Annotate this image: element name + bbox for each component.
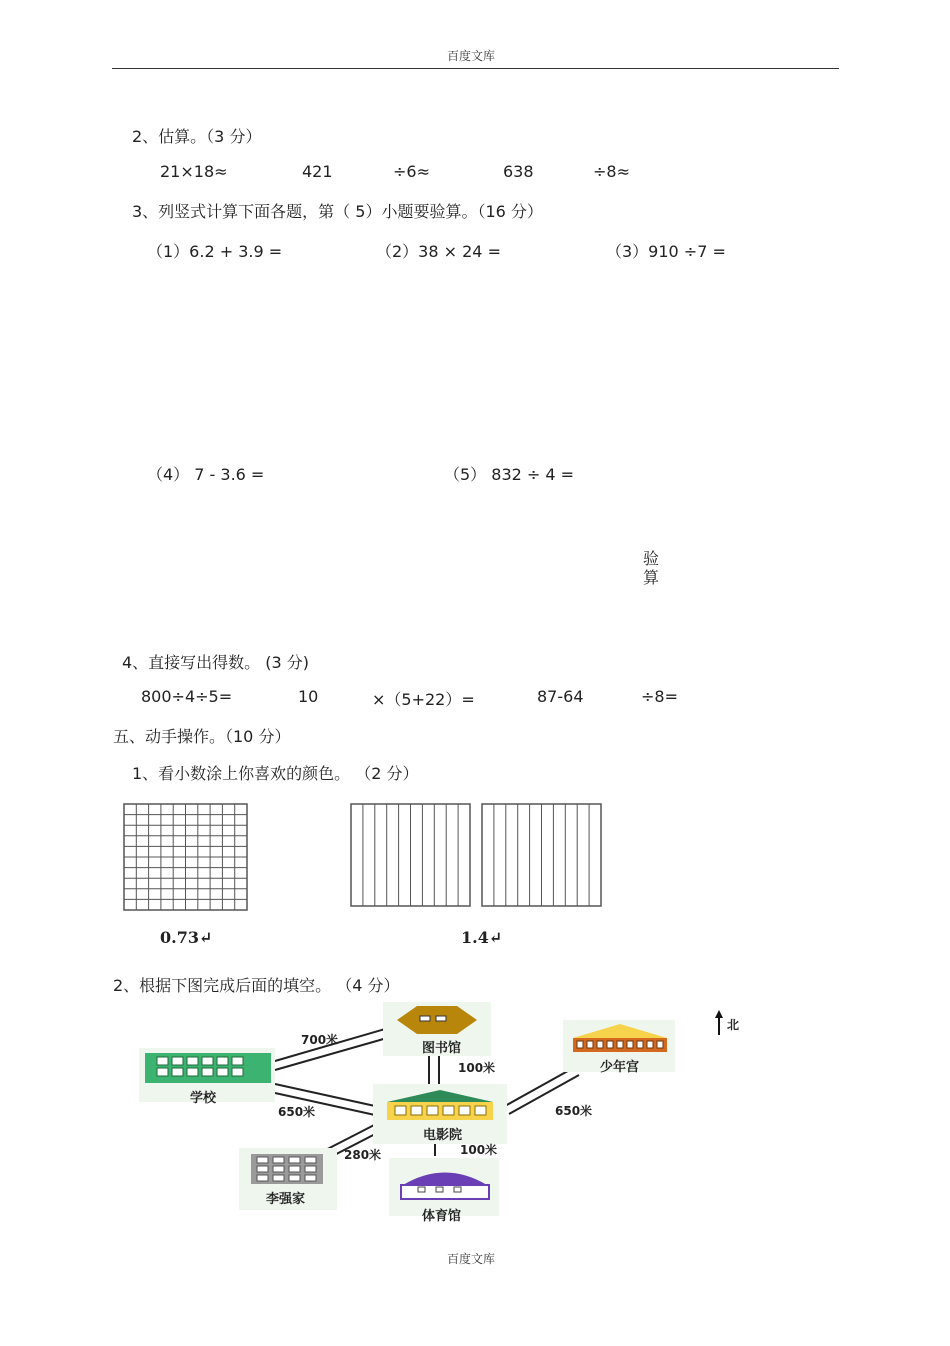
home-label: 李强家	[266, 1192, 306, 1207]
cinema-label: 电影院	[423, 1128, 463, 1143]
s5-q2-title: 2、根据下图完成后面的填空。 （4 分）	[113, 976, 400, 995]
s5-q1-title: 1、看小数涂上你喜欢的颜色。 （2 分）	[132, 764, 419, 783]
q4-item-3: ×（5+22）=	[372, 690, 475, 709]
q4-title: 4、直接写出得数。 (3 分)	[122, 653, 310, 672]
q2-item-3: ÷6≈	[393, 162, 430, 181]
school-label: 学校	[190, 1091, 217, 1106]
q3-problem-4: （4） 7 - 3.6 =	[147, 465, 265, 484]
distance-school-library: 700米	[301, 1033, 339, 1047]
check-label-2: 算	[643, 568, 660, 587]
distance-library-cinema: 100米	[458, 1061, 496, 1075]
q3-problem-3: （3）910 ÷7 =	[606, 242, 726, 261]
header-rule	[112, 68, 839, 69]
q2-item-4: 638	[503, 162, 534, 181]
grid-label-073: 0.73↵	[160, 928, 213, 947]
distance-cinema-palace: 650米	[555, 1104, 593, 1118]
distance-school-cinema: 650米	[278, 1105, 316, 1119]
hundred-grid	[123, 803, 249, 913]
distance-cinema-gym: 100米	[460, 1143, 498, 1157]
q2-item-1: 21×18≈	[160, 162, 228, 181]
distance-home-cinema: 280米	[344, 1148, 382, 1162]
section5-title: 五、动手操作。（10 分）	[113, 727, 291, 746]
q2-title: 2、估算。（3 分）	[132, 127, 262, 146]
grid-label-14: 1.4↵	[461, 928, 503, 947]
q3-title: 3、列竖式计算下面各题，第（ 5）小题要验算。（16 分）	[132, 202, 543, 221]
q2-item-5: ÷8≈	[593, 162, 630, 181]
tenths-strip-2	[481, 803, 603, 909]
gym-label: 体育馆	[422, 1209, 462, 1224]
check-label-1: 验	[643, 549, 660, 568]
library-label: 图书馆	[422, 1041, 462, 1056]
north-arrow	[715, 1010, 723, 1035]
q4-item-1: 800÷4÷5=	[141, 687, 233, 706]
q3-problem-5: （5） 832 ÷ 4 =	[444, 465, 575, 484]
q2-item-2: 421	[302, 162, 333, 181]
q4-item-2: 10	[298, 687, 319, 706]
location-map	[135, 998, 785, 1224]
q3-problem-1: （1）6.2 + 3.9 =	[147, 242, 283, 261]
footer-title: 百度文库	[447, 1252, 496, 1266]
q4-item-5: ÷8=	[641, 687, 678, 706]
q4-item-4: 87-64	[537, 687, 584, 706]
header-title: 百度文库	[447, 49, 496, 63]
tenths-strip-1	[350, 803, 472, 909]
youth-palace-label: 少年宫	[600, 1060, 640, 1075]
north-label: 北	[727, 1018, 740, 1032]
q3-problem-2: （2）38 × 24 =	[376, 242, 501, 261]
